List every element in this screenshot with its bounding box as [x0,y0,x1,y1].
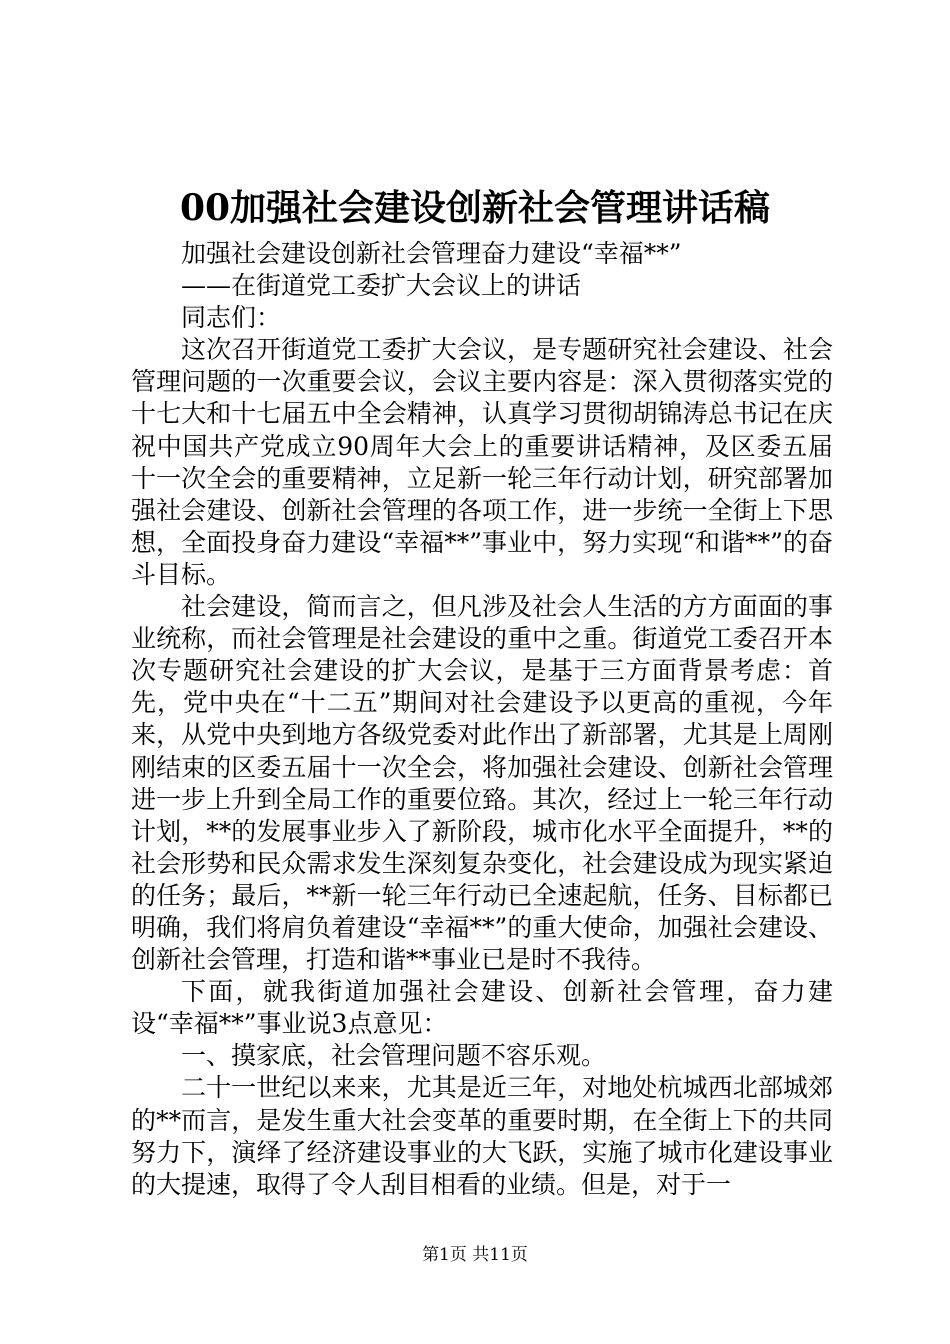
salutation: 同志们： [181,303,282,333]
document-body [131,238,833,1201]
subtitle-line: 加强社会建设创新社会管理奋力建设“幸福**” [181,239,682,268]
section-heading: 一、摸家底，社会管理问题不容乐观。 [181,1041,607,1071]
body-paragraph: 社会建设，简而言之，但凡涉及社会人生活的方方面面的事业统称，而社会管理是社会建设的重中之重。街道党工委召开本次专题研究社会建设的扩大会议，是基于三方面背景考虑：首先，党中央在“十二五”期间对社会建设予以更高的重视，今年来，从党中央到地方各级党委对此作出了新部署，尤其是上周刚刚结束的区委五届十一次全会，将加强社会建设、创新社会管理进一步上升到全局工作的重要位臵。其次，经过上一轮三年行动计划，**的发展事业步入了新阶段，城市化水平全面提升，**的社会形势和民众需求发生深刻复杂变化，社会建设成为现实紧迫的任务；最后，**新一轮三年行动已全速起航，任务、目标都已明确，我们将肩负着建设“幸福**”的重大使命，加强社会建设、创新社会管理，打造和谐**事业已是时不我待。 [131,592,833,975]
body-paragraph: 二十一世纪以来来，尤其是近三年，对地处杭城西北部城郊的**而言，是发生重大社会变革的重要时期，在全街上下的共同努力下，演绎了经济建设事业的大飞跃，实施了城市化建设事业的大提速，取得了令人刮目相看的业绩。但是，对于一 [131,1073,833,1199]
subheading-line: ——在街道党工委扩大会议上的讲话 [181,271,582,301]
document-title: 00加强社会建设创新社会管理讲话稿 [179,187,771,229]
body-paragraph: 这次召开街道党工委扩大会议，是专题研究社会建设、社会管理问题的一次重要会议，会议主要内容是：深入贯彻落实党的十七大和十七届五中全会精神，认真学习贯彻胡锦涛总书记在庆祝中国共产党成立90周年大会上的重要讲话精神，及区委五届十一次全会的重要精神，立足新一轮三年行动计划，研究部署加强社会建设、创新社会管理的各项工作，进一步统一全街上下思想，全面投身奋力建设“幸福**”事业中，努力实现“和谐**”的奋斗目标。 [131,335,833,589]
page-footer: 第1页 共11页 [422,1245,528,1265]
body-paragraph: 下面，就我街道加强社会建设、创新社会管理，奋力建设“幸福**”事业说3点意见： [131,977,833,1039]
